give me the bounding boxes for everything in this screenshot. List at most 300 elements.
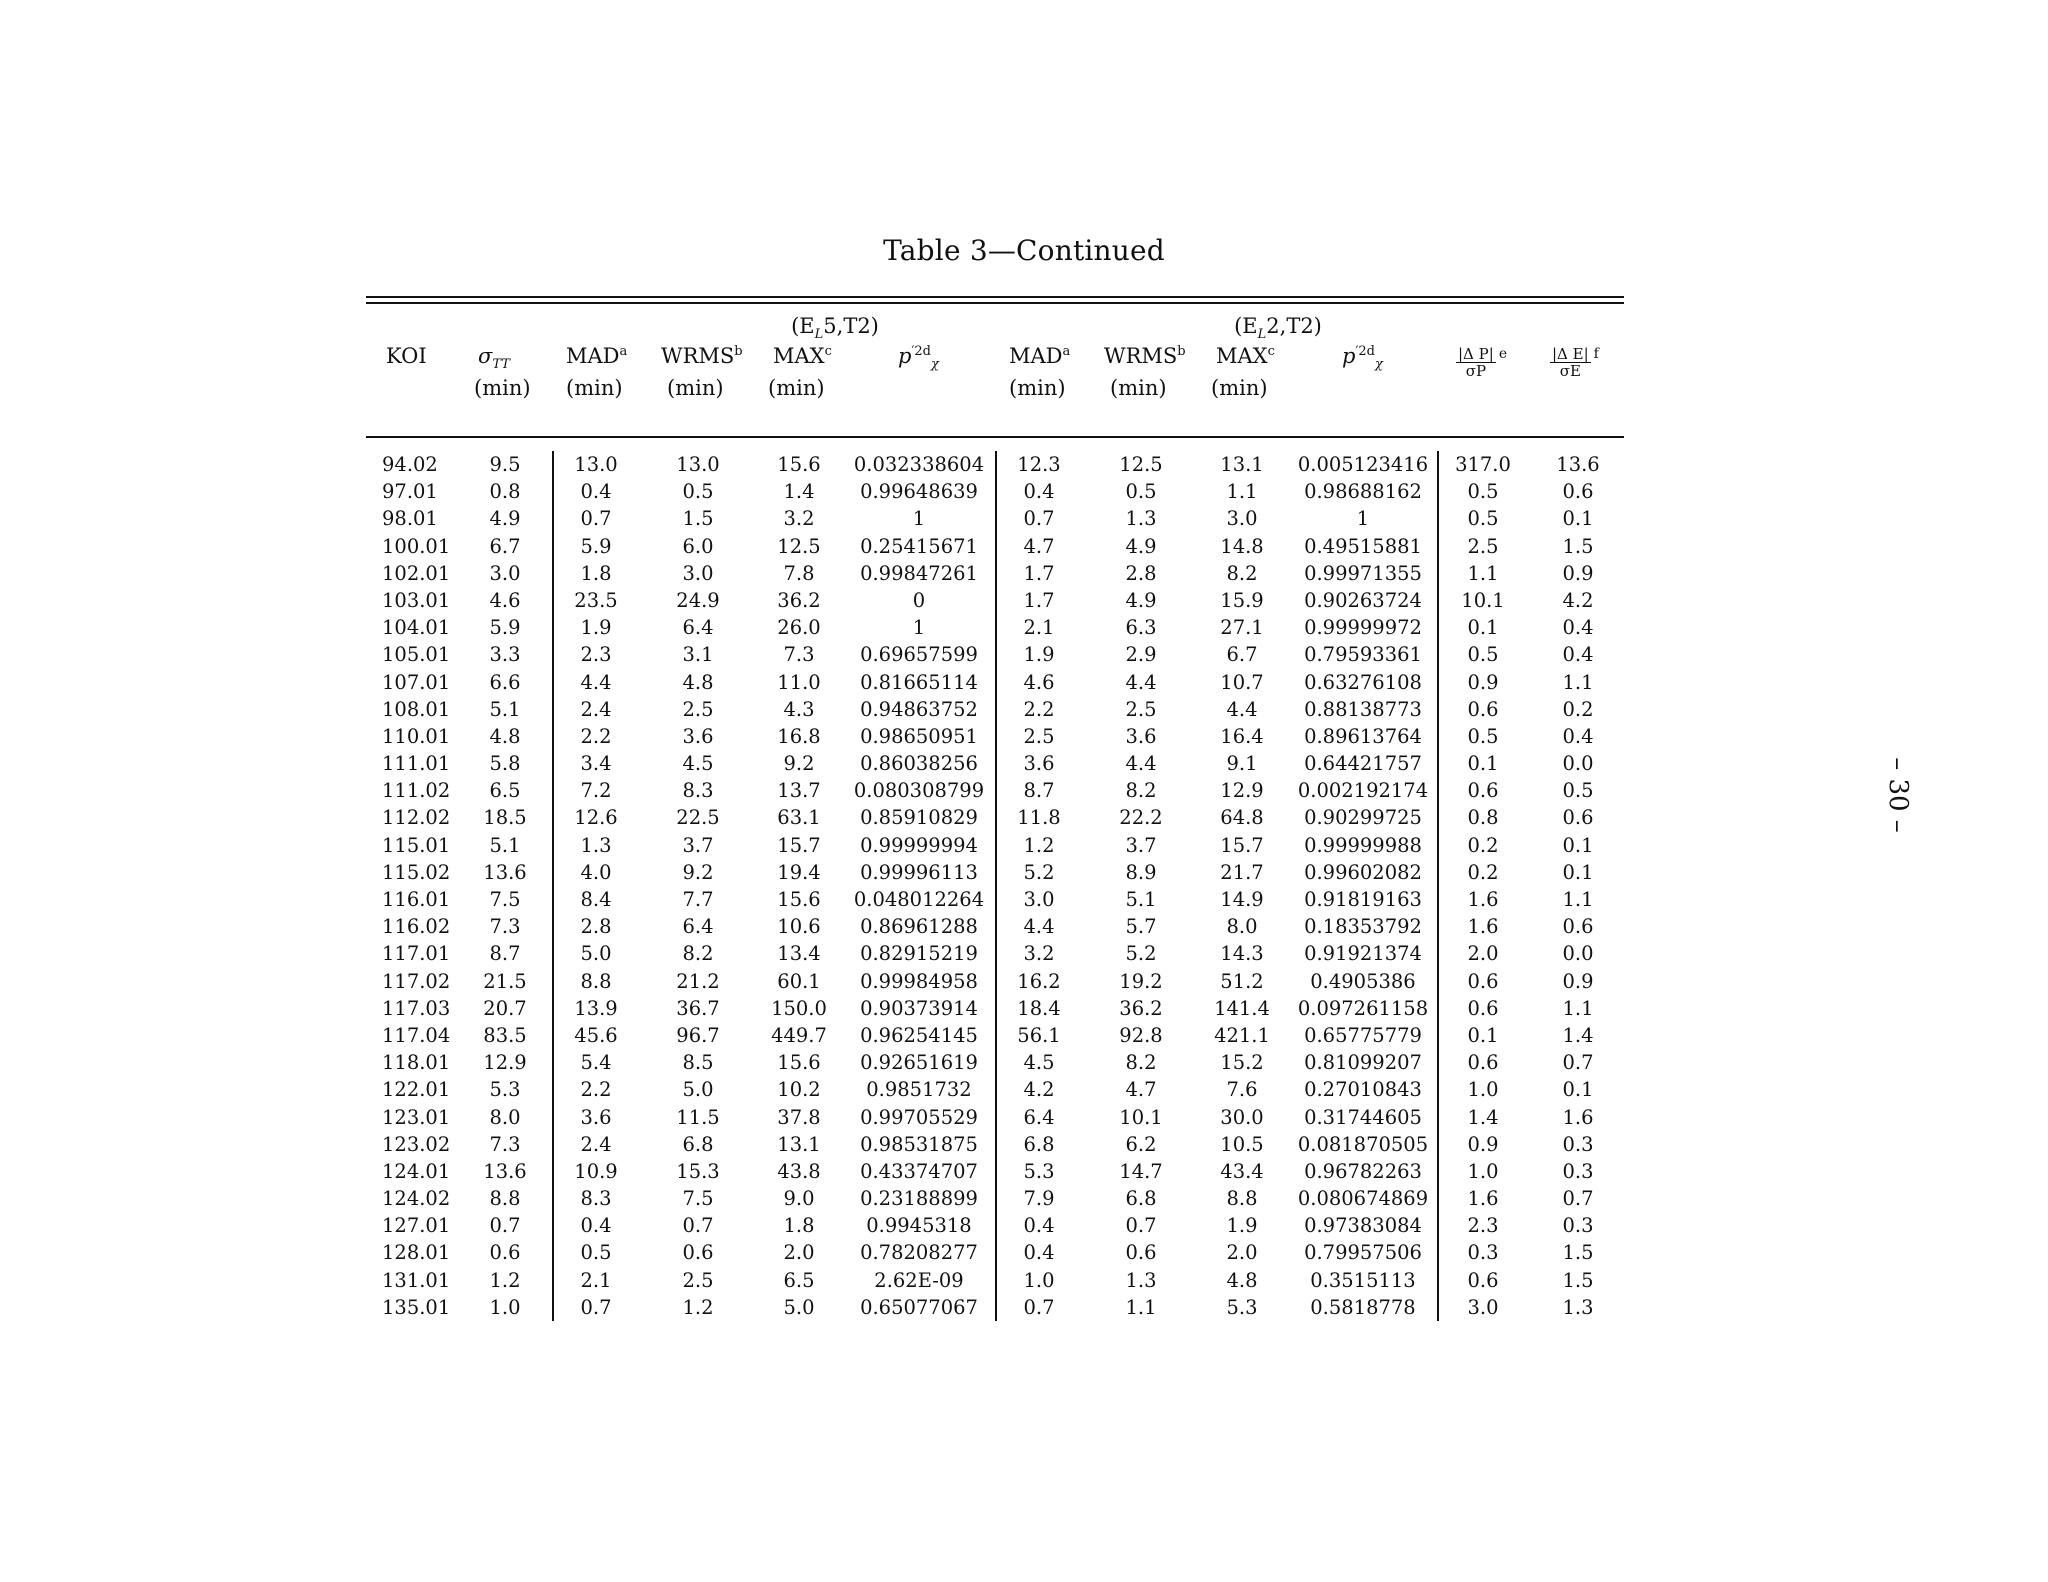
table-cell: 0.5 — [1467, 507, 1499, 531]
table-cell: 1.5 — [1562, 1268, 1594, 1292]
table-cell: 3.0 — [1023, 888, 1055, 911]
unit-wrms-1: (min) — [667, 376, 724, 400]
table-cell: 4.5 — [682, 752, 714, 776]
table-cell: 0.6 — [1467, 1051, 1499, 1075]
table-cell: 0.7 — [682, 1214, 714, 1238]
header-mad-1: MAD$^a$ — [566, 344, 628, 368]
table-cell: 3.1 — [682, 643, 714, 667]
table-cell: 0.85910829 — [860, 806, 978, 830]
table-cell: 0.86961288 — [860, 915, 978, 939]
table-cell: 7.5 — [489, 888, 521, 911]
table-cell: 4.0 — [580, 860, 612, 884]
table-row — [366, 1076, 1624, 1103]
table-cell: 3.0 — [489, 561, 521, 585]
table-cell: 0.96782263 — [1304, 1159, 1422, 1183]
table-cell: 0.90263724 — [1304, 588, 1422, 612]
table-cell: 7.3 — [489, 1132, 521, 1156]
table-cell: 3.2 — [783, 507, 815, 531]
table-cell: 2.62E-09 — [874, 1268, 964, 1292]
koi-cell: 97.01 — [382, 480, 438, 504]
table-cell: 0.2 — [1467, 860, 1499, 884]
table-cell: 0.43374707 — [860, 1159, 978, 1183]
table-cell: 4.7 — [1125, 1078, 1157, 1102]
table-cell: 0.94863752 — [860, 697, 978, 721]
table-cell: 1.3 — [1562, 1295, 1594, 1319]
table-cell: 1.3 — [1125, 507, 1157, 531]
table-cell: 0.99602082 — [1304, 860, 1422, 884]
table-cell: 0.65775779 — [1304, 1023, 1422, 1047]
koi-cell: 117.03 — [382, 996, 451, 1020]
table-cell: 0.5 — [1562, 779, 1594, 803]
header-delta-e: $\frac{\text{|Δ E|}}{\sigma E}$ f — [1552, 345, 1599, 380]
table-cell: 5.4 — [580, 1051, 612, 1075]
table-cell: 1.2 — [682, 1295, 714, 1319]
table-cell: 24.9 — [676, 588, 720, 612]
table-cell: 0.99999994 — [860, 833, 978, 857]
table-cell: 0.81099207 — [1304, 1051, 1422, 1075]
header-mad-2: MAD$^a$ — [1009, 344, 1071, 368]
table-cell: 0.6 — [1467, 697, 1499, 721]
table-cell: 1 — [912, 616, 926, 640]
table-cell: 9.2 — [682, 860, 714, 884]
table-cell: 1.0 — [489, 1295, 521, 1319]
table-cell: 0.4 — [1562, 643, 1594, 667]
table-cell: 2.5 — [1023, 724, 1055, 748]
table-cell: 13.4 — [777, 942, 821, 966]
table-cell: 63.1 — [777, 806, 821, 830]
table-cell: 317.0 — [1455, 453, 1511, 476]
table-cell: 7.8 — [783, 561, 815, 585]
table-cell: 1.8 — [783, 1214, 815, 1238]
table-cell: 12.5 — [777, 534, 821, 558]
table-cell: 0.1 — [1562, 860, 1594, 884]
table-cell: 0.5 — [580, 1241, 612, 1265]
table-cell: 11.8 — [1017, 806, 1061, 830]
table-cell: 1.1 — [1467, 561, 1499, 585]
koi-cell: 118.01 — [382, 1051, 451, 1075]
table-cell: 26.0 — [777, 616, 821, 640]
table-row — [366, 1131, 1624, 1158]
table-cell: 14.3 — [1220, 942, 1264, 966]
table-cell: 0.92651619 — [860, 1051, 978, 1075]
table-cell: 1.5 — [682, 507, 714, 531]
table-cell: 0.080674869 — [1297, 1187, 1429, 1211]
table-row — [366, 696, 1624, 723]
table-cell: 2.4 — [580, 697, 612, 721]
table-cell: 449.7 — [771, 1023, 827, 1047]
table-cell: 4.2 — [1562, 588, 1594, 612]
table-cell: 3.6 — [1023, 752, 1055, 776]
table-cell: 8.2 — [1226, 561, 1258, 585]
table-cell: 1.7 — [1023, 561, 1055, 585]
table-cell: 0.6 — [1562, 806, 1594, 830]
header-koi: KOI — [386, 344, 427, 368]
table-cell: 1.4 — [783, 480, 815, 504]
unit-max-1: (min) — [768, 376, 825, 400]
table-cell: 10.7 — [1220, 670, 1264, 694]
table-cell: 4.2 — [1023, 1078, 1055, 1102]
table-cell: 8.4 — [580, 888, 612, 911]
table-cell: 6.8 — [1125, 1187, 1157, 1211]
table-cell: 1 — [912, 507, 926, 531]
table-cell: 0.4 — [580, 1214, 612, 1238]
table-cell: 1.1 — [1226, 480, 1258, 504]
table-cell: 4.3 — [783, 697, 815, 721]
table-cell: 0.81665114 — [860, 670, 978, 694]
table-cell: 0.99999972 — [1304, 616, 1422, 640]
table-cell: 2.0 — [1226, 1241, 1258, 1265]
table-cell: 12.9 — [1220, 779, 1264, 803]
table-cell: 7.3 — [489, 915, 521, 939]
table-cell: 36.7 — [676, 996, 720, 1020]
table-cell: 22.5 — [676, 806, 720, 830]
table-cell: 2.4 — [580, 1132, 612, 1156]
table-row — [366, 1294, 1624, 1321]
table-cell: 0.27010843 — [1304, 1078, 1422, 1102]
table-cell: 5.3 — [1226, 1295, 1258, 1319]
table-row — [366, 1239, 1624, 1266]
koi-cell: 127.01 — [382, 1214, 451, 1238]
table-cell: 2.5 — [1125, 697, 1157, 721]
table-cell: 13.1 — [777, 1132, 821, 1156]
table-cell: 3.0 — [682, 561, 714, 585]
header-p-chi-1: $p^{'2d}_\chi$ — [898, 344, 939, 373]
table-cell: 2.5 — [682, 697, 714, 721]
table-cell: 0.7 — [580, 507, 612, 531]
table-cell: 0.78208277 — [860, 1241, 978, 1265]
table-cell: 150.0 — [771, 996, 827, 1020]
table-cell: 2.2 — [580, 1078, 612, 1102]
table-cell: 0.99705529 — [860, 1105, 978, 1129]
koi-cell: 115.01 — [382, 833, 451, 857]
header-sigma-tt: $\sigma_{TT}$ — [478, 344, 510, 373]
table-cell: 7.7 — [682, 888, 714, 911]
table-cell: 13.7 — [777, 779, 821, 803]
table-cell: 4.8 — [682, 670, 714, 694]
table-cell: 64.8 — [1220, 806, 1264, 830]
table-cell: 1.1 — [1562, 996, 1594, 1020]
table-cell: 10.9 — [574, 1159, 618, 1183]
table-cell: 6.2 — [1125, 1132, 1157, 1156]
table-cell: 0.49515881 — [1304, 534, 1422, 558]
table-cell: 23.5 — [574, 588, 618, 612]
table-cell: 10.2 — [777, 1078, 821, 1102]
table-cell: 4.4 — [580, 670, 612, 694]
table-cell: 0.1 — [1467, 616, 1499, 640]
table-cell: 6.3 — [1125, 616, 1157, 640]
table-cell: 0.1 — [1467, 752, 1499, 776]
header-max-1: MAX$^c$ — [773, 344, 832, 368]
koi-cell: 103.01 — [382, 588, 451, 612]
table-cell: 96.7 — [676, 1023, 720, 1047]
table-cell: 6.8 — [682, 1132, 714, 1156]
table-cell: 0.96254145 — [860, 1023, 978, 1047]
table-cell: 12.5 — [1119, 453, 1163, 476]
page-number: – 30 – — [1882, 757, 1913, 833]
table-cell: 16.2 — [1017, 969, 1061, 993]
table-cell: 0.097261158 — [1297, 996, 1429, 1020]
table-cell: 14.7 — [1119, 1159, 1163, 1183]
table-cell: 5.3 — [1023, 1159, 1055, 1183]
table-cell: 0.5 — [1125, 480, 1157, 504]
table-cell: 4.5 — [1023, 1051, 1055, 1075]
table-cell: 21.2 — [676, 969, 720, 993]
table-cell: 2.5 — [1467, 534, 1499, 558]
table-cell: 5.2 — [1023, 860, 1055, 884]
header-max-2: MAX$^c$ — [1216, 344, 1275, 368]
table-cell: 1.0 — [1467, 1078, 1499, 1102]
table-cell: 4.6 — [489, 588, 521, 612]
table-cell: 0.080308799 — [853, 779, 985, 803]
table-cell: 15.7 — [777, 833, 821, 857]
table-cell: 1.2 — [489, 1268, 521, 1292]
koi-cell: 131.01 — [382, 1268, 451, 1292]
table-cell: 15.2 — [1220, 1051, 1264, 1075]
table-cell: 0.82915219 — [860, 942, 978, 966]
header-rule — [366, 436, 1624, 438]
table-row — [366, 587, 1624, 614]
table-cell: 43.4 — [1220, 1159, 1264, 1183]
table-cell: 1 — [1356, 507, 1370, 531]
table-cell: 13.6 — [483, 1159, 527, 1183]
table-cell: 0.23188899 — [860, 1187, 978, 1211]
koi-cell: 104.01 — [382, 616, 451, 640]
table-cell: 18.4 — [1017, 996, 1061, 1020]
table-cell: 0.7 — [580, 1295, 612, 1319]
table-cell: 1.9 — [1226, 1214, 1258, 1238]
koi-cell: 108.01 — [382, 697, 451, 721]
table-cell: 0.0 — [1562, 942, 1594, 966]
table-cell: 0.6 — [1467, 1268, 1499, 1292]
table-cell: 0.3 — [1467, 1241, 1499, 1265]
table-cell: 5.1 — [1125, 888, 1157, 911]
koi-cell: 128.01 — [382, 1241, 451, 1265]
table-cell: 2.3 — [1467, 1214, 1499, 1238]
unit-row — [366, 376, 1624, 406]
table-cell: 7.9 — [1023, 1187, 1055, 1211]
table-cell: 19.4 — [777, 860, 821, 884]
table-cell: 19.2 — [1119, 969, 1163, 993]
table-cell: 0.25415671 — [860, 534, 978, 558]
table-row — [366, 1158, 1624, 1185]
table-cell: 14.8 — [1220, 534, 1264, 558]
table-cell: 421.1 — [1214, 1023, 1270, 1047]
table-cell: 6.4 — [682, 616, 714, 640]
koi-cell: 111.01 — [382, 752, 451, 776]
table-cell: 2.2 — [580, 724, 612, 748]
table-cell: 3.6 — [580, 1105, 612, 1129]
top-rule — [366, 296, 1624, 298]
table-cell: 3.3 — [489, 643, 521, 667]
table-cell: 37.8 — [777, 1105, 821, 1129]
table-cell: 1.4 — [1562, 1023, 1594, 1047]
table-cell: 2.9 — [1125, 643, 1157, 667]
koi-cell: 124.01 — [382, 1159, 451, 1183]
table-cell: 7.6 — [1226, 1078, 1258, 1102]
table-cell: 2.8 — [580, 915, 612, 939]
table-cell: 0.99999988 — [1304, 833, 1422, 857]
table-cell: 0.8 — [489, 480, 521, 504]
table-cell: 6.5 — [489, 779, 521, 803]
table-cell: 10.6 — [777, 915, 821, 939]
table-cell: 5.2 — [1125, 942, 1157, 966]
table-cell: 6.5 — [783, 1268, 815, 1292]
table-cell: 0.1 — [1562, 507, 1594, 531]
table-cell: 7.2 — [580, 779, 612, 803]
table-row — [366, 451, 1624, 478]
table-cell: 0.1 — [1562, 833, 1594, 857]
table-cell: 27.1 — [1220, 616, 1264, 640]
table-body — [366, 451, 1624, 1321]
table-cell: 1.3 — [580, 833, 612, 857]
table-cell: 0.6 — [1562, 480, 1594, 504]
table-cell: 2.0 — [783, 1241, 815, 1265]
table-row — [366, 505, 1624, 532]
koi-cell: 102.01 — [382, 561, 451, 585]
unit-sigma: (min) — [474, 376, 531, 400]
table-cell: 15.6 — [777, 888, 821, 911]
table-cell: 0.91819163 — [1304, 888, 1422, 911]
table-cell: 0.5 — [1467, 480, 1499, 504]
table-cell: 15.9 — [1220, 588, 1264, 612]
table-cell: 8.0 — [489, 1105, 521, 1129]
table-cell: 4.8 — [489, 724, 521, 748]
koi-cell: 116.02 — [382, 915, 451, 939]
table-cell: 20.7 — [483, 996, 527, 1020]
table-row — [366, 804, 1624, 831]
koi-cell: 123.01 — [382, 1105, 451, 1129]
table-cell: 0.6 — [1562, 915, 1594, 939]
table-cell: 8.2 — [682, 942, 714, 966]
table-cell: 11.0 — [777, 670, 821, 694]
table-cell: 0.4 — [1023, 480, 1055, 504]
table-cell: 0.31744605 — [1304, 1105, 1422, 1129]
table-cell: 0.90373914 — [860, 996, 978, 1020]
table-row — [366, 913, 1624, 940]
table-cell: 0.99971355 — [1304, 561, 1422, 585]
table-cell: 1.5 — [1562, 534, 1594, 558]
table-cell: 4.4 — [1125, 752, 1157, 776]
koi-cell: 110.01 — [382, 724, 451, 748]
table-cell: 0.9 — [1467, 670, 1499, 694]
table-cell: 16.8 — [777, 724, 821, 748]
table-cell: 30.0 — [1220, 1105, 1264, 1129]
table-cell: 12.9 — [483, 1051, 527, 1075]
header-p-chi-2: $p^{'2d}_\chi$ — [1342, 344, 1383, 373]
header-delta-p: $\frac{\text{|Δ P|}}{\sigma P}$ e — [1458, 345, 1508, 380]
table-cell: 8.5 — [682, 1051, 714, 1075]
table-cell: 43.8 — [777, 1159, 821, 1183]
table-cell: 3.7 — [682, 833, 714, 857]
table-cell: 1.6 — [1467, 915, 1499, 939]
table-cell: 15.6 — [777, 453, 821, 476]
koi-cell: 98.01 — [382, 507, 438, 531]
table-cell: 5.0 — [580, 942, 612, 966]
table-cell: 0.98531875 — [860, 1132, 978, 1156]
table-cell: 0.89613764 — [1304, 724, 1422, 748]
table-cell: 141.4 — [1214, 996, 1270, 1020]
table-row — [366, 560, 1624, 587]
table-cell: 83.5 — [483, 1023, 527, 1047]
koi-cell: 94.02 — [382, 453, 438, 476]
koi-cell: 111.02 — [382, 779, 451, 803]
table-cell: 2.3 — [580, 643, 612, 667]
table-cell: 0.64421757 — [1304, 752, 1422, 776]
table-cell: 15.6 — [777, 1051, 821, 1075]
table-cell: 9.5 — [489, 453, 521, 476]
table-cell: 2.2 — [1023, 697, 1055, 721]
table-row — [366, 533, 1624, 560]
table-cell: 1.1 — [1562, 670, 1594, 694]
koi-cell: 116.01 — [382, 888, 451, 911]
table-cell: 6.4 — [1023, 1105, 1055, 1129]
table-cell: 18.5 — [483, 806, 527, 830]
table-cell: 0.9851732 — [866, 1078, 972, 1102]
table-cell: 10.1 — [1461, 588, 1505, 612]
table-cell: 0.8 — [1467, 806, 1499, 830]
table-cell: 0.4905386 — [1310, 969, 1416, 993]
table-cell: 0.1 — [1562, 1078, 1594, 1102]
unit-mad-2: (min) — [1009, 376, 1066, 400]
table-cell: 3.0 — [1226, 507, 1258, 531]
unit-wrms-2: (min) — [1110, 376, 1167, 400]
table-cell: 4.7 — [1023, 534, 1055, 558]
table-cell: 0.3 — [1562, 1159, 1594, 1183]
table-cell: 8.2 — [1125, 1051, 1157, 1075]
table-row — [366, 478, 1624, 505]
table-cell: 5.3 — [489, 1078, 521, 1102]
koi-cell: 124.02 — [382, 1187, 451, 1211]
table-cell: 15.3 — [676, 1159, 720, 1183]
table-row — [366, 995, 1624, 1022]
table-cell: 6.6 — [489, 670, 521, 694]
table-cell: 4.4 — [1125, 670, 1157, 694]
table-row — [366, 940, 1624, 967]
table-cell: 0.79957506 — [1304, 1241, 1422, 1265]
table-cell: 0.65077067 — [860, 1295, 978, 1319]
table-cell: 1.1 — [1562, 888, 1594, 911]
table-cell: 5.0 — [682, 1078, 714, 1102]
table-cell: 8.8 — [580, 969, 612, 993]
table-cell: 8.3 — [580, 1187, 612, 1211]
table-cell: 9.2 — [783, 752, 815, 776]
header-wrms-2: WRMS$^b$ — [1104, 344, 1186, 368]
table-cell: 0.7 — [1562, 1187, 1594, 1211]
table-cell: 6.7 — [489, 534, 521, 558]
table-row — [366, 723, 1624, 750]
table-cell: 13.0 — [574, 453, 618, 476]
table-row — [366, 1267, 1624, 1294]
table-cell: 0.5 — [682, 480, 714, 504]
table-cell: 0.69657599 — [860, 643, 978, 667]
table-cell: 14.9 — [1220, 888, 1264, 911]
table-cell: 5.1 — [489, 697, 521, 721]
table-cell: 0 — [912, 588, 926, 612]
table-cell: 0.0 — [1562, 752, 1594, 776]
table-row — [366, 1022, 1624, 1049]
koi-cell: 117.01 — [382, 942, 451, 966]
table-cell: 60.1 — [777, 969, 821, 993]
table-cell: 36.2 — [777, 588, 821, 612]
table-cell: 0.048012264 — [853, 888, 985, 911]
table-cell: 0.3 — [1562, 1214, 1594, 1238]
table-cell: 0.6 — [489, 1241, 521, 1265]
table-cell: 10.5 — [1220, 1132, 1264, 1156]
table-cell: 0.6 — [682, 1241, 714, 1265]
table-cell: 8.7 — [1023, 779, 1055, 803]
table-cell: 6.4 — [682, 915, 714, 939]
table-row — [366, 832, 1624, 859]
